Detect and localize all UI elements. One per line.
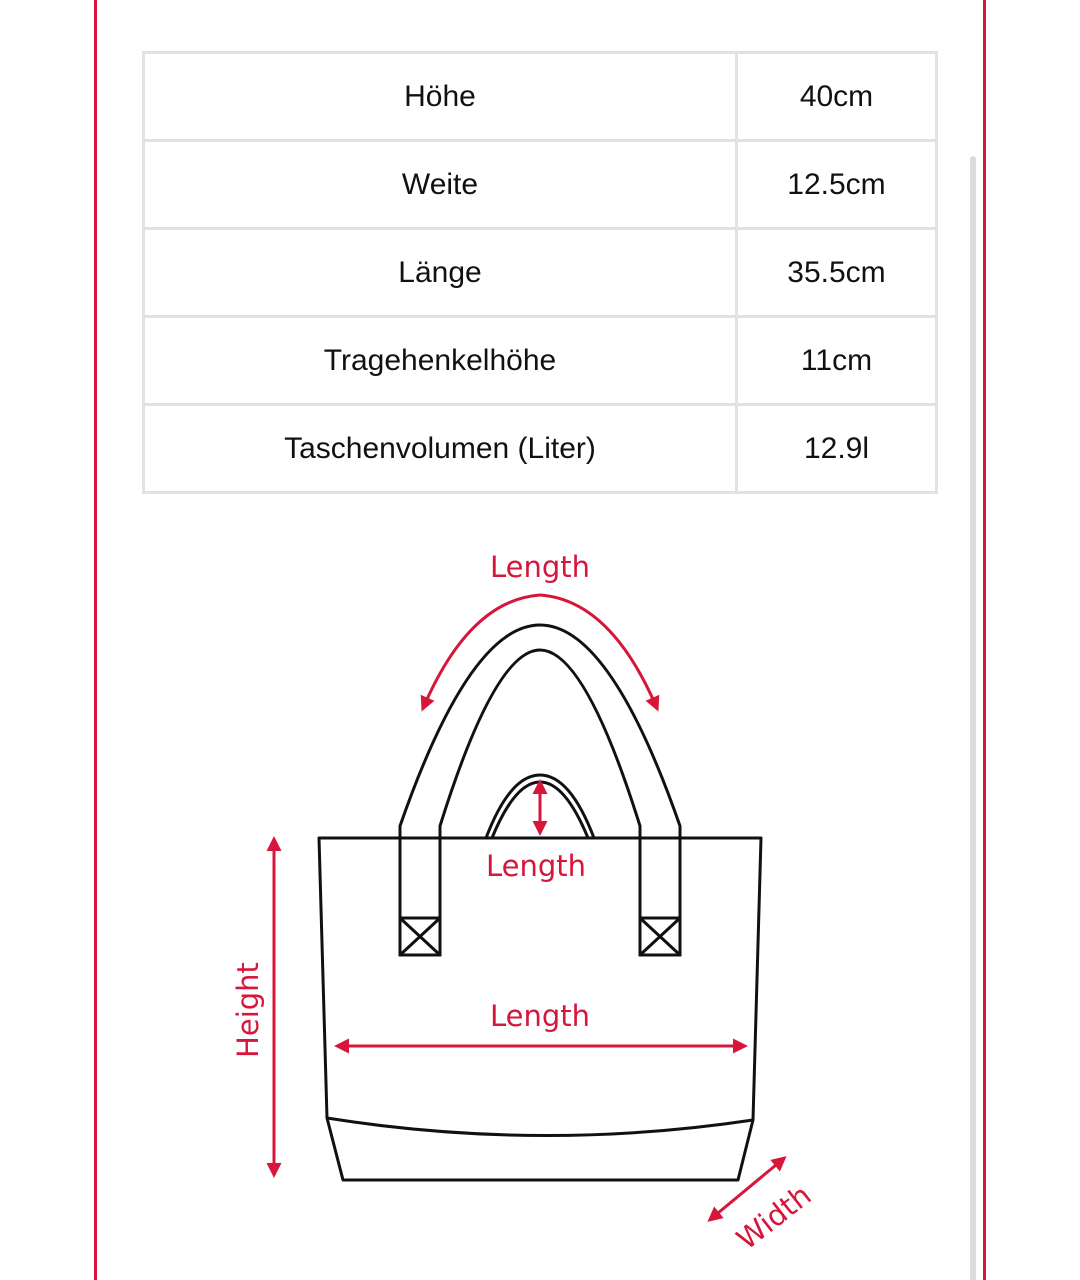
- handle-length-label: Length: [489, 550, 591, 584]
- height-label: Height: [231, 962, 265, 1058]
- spec-value: 11cm: [737, 317, 937, 405]
- spec-label: Taschenvolumen (Liter): [144, 405, 737, 493]
- spec-value: 12.9l: [737, 405, 937, 493]
- bag-length-label: Length: [489, 999, 591, 1033]
- spec-label: Höhe: [144, 53, 737, 141]
- spec-label: Weite: [144, 141, 737, 229]
- handle-height-label: Length: [485, 849, 587, 883]
- spec-value: 12.5cm: [737, 141, 937, 229]
- stitch-box-left: [400, 918, 440, 955]
- spec-value: 35.5cm: [737, 229, 937, 317]
- spec-value: 40cm: [737, 53, 937, 141]
- spec-label: Tragehenkelhöhe: [144, 317, 737, 405]
- stitch-box-right: [640, 918, 680, 955]
- bag-bottom-seam: [327, 1118, 753, 1136]
- width-label: Width: [730, 1177, 818, 1257]
- spec-label: Länge: [144, 229, 737, 317]
